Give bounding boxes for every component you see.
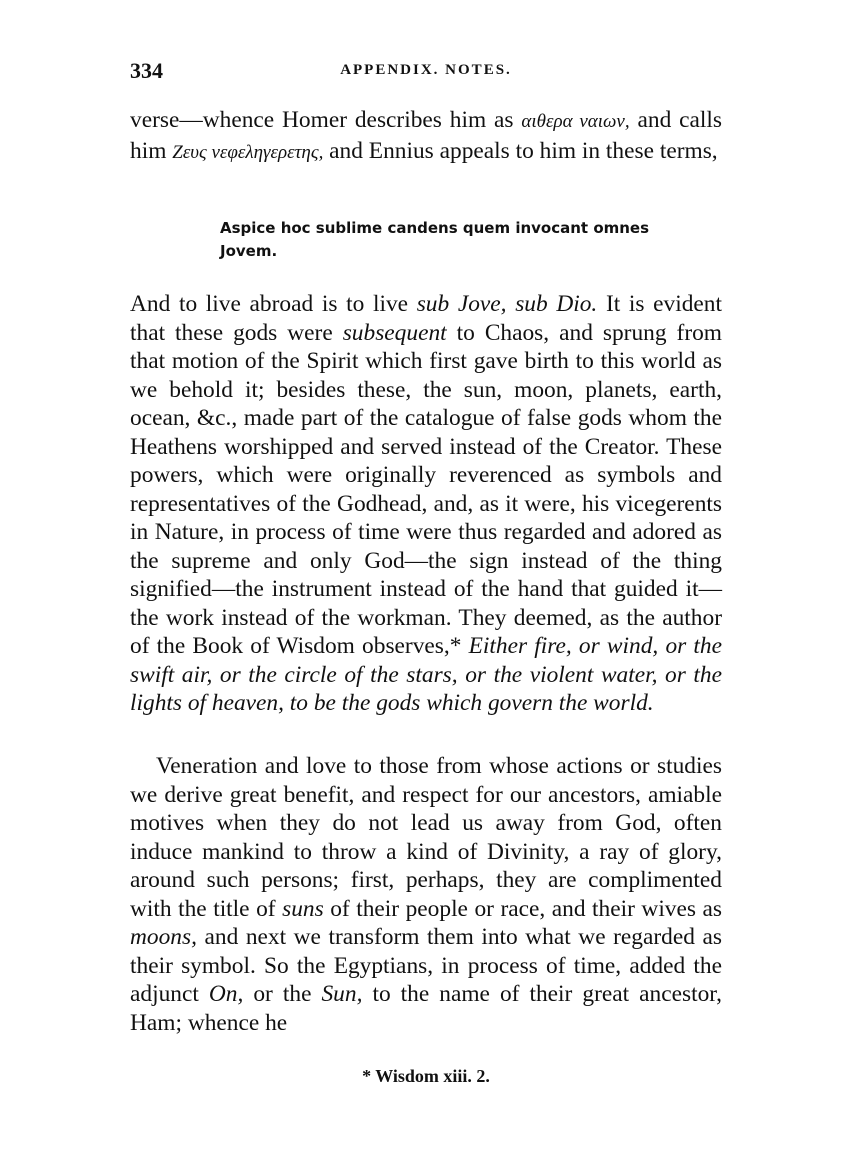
- italic-phrase: sub Jove, sub Dio.: [416, 291, 598, 317]
- text-run: and Ennius appeals to him in these terms,: [323, 137, 718, 164]
- text-run: or the: [243, 981, 322, 1007]
- footnote: * Wisdom xiii. 2.: [362, 1066, 490, 1086]
- italic-phrase: moons,: [130, 924, 197, 950]
- italic-phrase: suns: [282, 895, 324, 922]
- text-run: and calls him: [130, 107, 723, 164]
- quote-line: Jovem.: [220, 242, 278, 260]
- page-number: 334: [130, 58, 163, 83]
- paragraph-3: [130, 752, 722, 1037]
- paragraph-1: [130, 106, 722, 167]
- text-run: to the name of their great ancestor, Ham; whence he: [130, 981, 722, 1036]
- text-run: Veneration and love to those from whose actions or studies we derive great benefit, and respect for our ancestors, amiable motives when they do not lead us away from God, often induce mankind to throw a kind of Divinity, a ray of glory, around such persons; first, perhaps, they are complimented with the title of: [130, 753, 722, 922]
- italic-quotation: Either fire, or wind, or the swift air, or the circle of the stars, or the violent water, or the lights of heaven, to be the gods which govern the world.: [130, 633, 722, 716]
- italic-phrase: Sun,: [321, 981, 363, 1007]
- greek-phrase: αιθερα ναιων,: [521, 111, 630, 132]
- verse-quotation: [220, 217, 660, 263]
- text-run: And to live abroad is to live: [130, 291, 417, 317]
- quote-line: Aspice hoc sublime candens quem invocant omnes: [220, 219, 650, 237]
- italic-phrase: On,: [208, 981, 244, 1007]
- greek-phrase: Ζευς νεφεληγερετης,: [172, 141, 324, 163]
- text-run: to Chaos, and sprung from that motion of the Spirit which first gave birth to this world as we behold it; besides these, the sun, moon, planets, earth, ocean, &c., made part of the catalogue of false gods whom the Heathens worshipped and served instead of the Creator. These powers, which were originally reverenced as symbols and representatives of the Godhead, and, as it were, his vicegerents in Nature, in process of time were thus regarded and adored as the supreme and only God—the sign instead of the thing signified—the instrument instead of the hand that guided it—the work instead of the workman. They deemed, as the author of the Book of Wisdom observes,*: [130, 319, 722, 659]
- running-title: APPENDIX. NOTES.: [340, 62, 512, 78]
- text-run: verse—whence Homer describes him as: [130, 107, 522, 133]
- text-run: and next we transform them into what we regarded as their symbol. So the Egyptians, in process of time, added the adjunct: [130, 924, 722, 1007]
- paragraph-2: [130, 290, 722, 718]
- running-head: [130, 58, 722, 88]
- text-run: It is evident that these gods were: [130, 291, 722, 346]
- text-run: of their people or race, and their wives as: [323, 895, 722, 922]
- italic-phrase: subsequent: [342, 319, 447, 346]
